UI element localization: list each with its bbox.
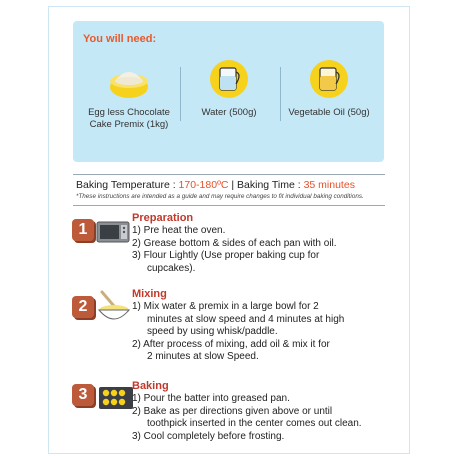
temp-label: Baking Temperature : xyxy=(76,179,179,191)
step-number-badge: 1 xyxy=(72,219,94,241)
instruction-line: toothpick inserted in the center comes out clean. xyxy=(147,418,362,429)
step-title: Preparation xyxy=(132,212,194,224)
baking-info xyxy=(76,179,386,191)
oven-icon xyxy=(96,220,130,244)
divider-bottom xyxy=(73,205,385,206)
instruction-line: 2) Grease bottom & sides of each pan with oil. xyxy=(132,237,337,249)
instruction-line: minutes at slow speed and 4 minutes at high xyxy=(147,313,345,325)
time-label: Baking Time : xyxy=(237,179,304,191)
mixing-bowl-icon xyxy=(96,288,130,324)
ingredient-label: Egg less Chocolate xyxy=(88,107,170,118)
ingredient-label: Water (500g) xyxy=(201,107,257,118)
ingredients-panel xyxy=(73,21,384,162)
step-title: Baking xyxy=(132,380,169,392)
oil-jug-icon xyxy=(309,59,349,99)
powder-bowl-icon xyxy=(107,59,151,99)
step-number-badge: 2 xyxy=(72,296,94,318)
ingredient-label: Cake Premix (1kg) xyxy=(89,119,169,130)
instruction-line: 3) Flour Lightly (Use proper baking cup for xyxy=(132,250,320,261)
temp-value: 170-180ºC xyxy=(178,179,229,191)
divider-top xyxy=(73,174,385,175)
step-instructions xyxy=(132,225,402,275)
instruction-line: speed by using whisk/paddle. xyxy=(147,326,278,337)
separator: | xyxy=(228,179,238,191)
step-number-badge: 3 xyxy=(72,384,94,406)
instruction-line: 2) After process of mixing, add oil & mix it for xyxy=(132,338,330,350)
instruction-line: 2 minutes at slow Speed. xyxy=(147,351,259,362)
water-jug-icon xyxy=(209,59,249,99)
time-value: 35 minutes xyxy=(303,179,355,191)
instruction-line: cupcakes). xyxy=(147,262,196,274)
step-instructions xyxy=(132,393,422,443)
instruction-line: 1) Pour the batter into greased pan. xyxy=(132,393,290,404)
instruction-line: 1) Mix water & premix in a large bowl for 2 xyxy=(132,301,319,312)
ingredient-label: Vegetable Oil (50g) xyxy=(288,107,370,118)
step-instructions xyxy=(132,301,412,364)
baking-tray-icon xyxy=(98,382,134,412)
ingredients-title: You will need: xyxy=(83,33,157,45)
instruction-line: 3) Cool completely before frosting. xyxy=(132,430,285,442)
disclaimer-note: *These instructions are intended as a guide and may require changes to fit individual baking conditions. xyxy=(76,193,364,200)
instruction-line: 1) Pre heat the oven. xyxy=(132,225,226,236)
instruction-line: 2) Bake as per directions given above or until xyxy=(132,405,333,417)
step-title: Mixing xyxy=(132,288,167,300)
